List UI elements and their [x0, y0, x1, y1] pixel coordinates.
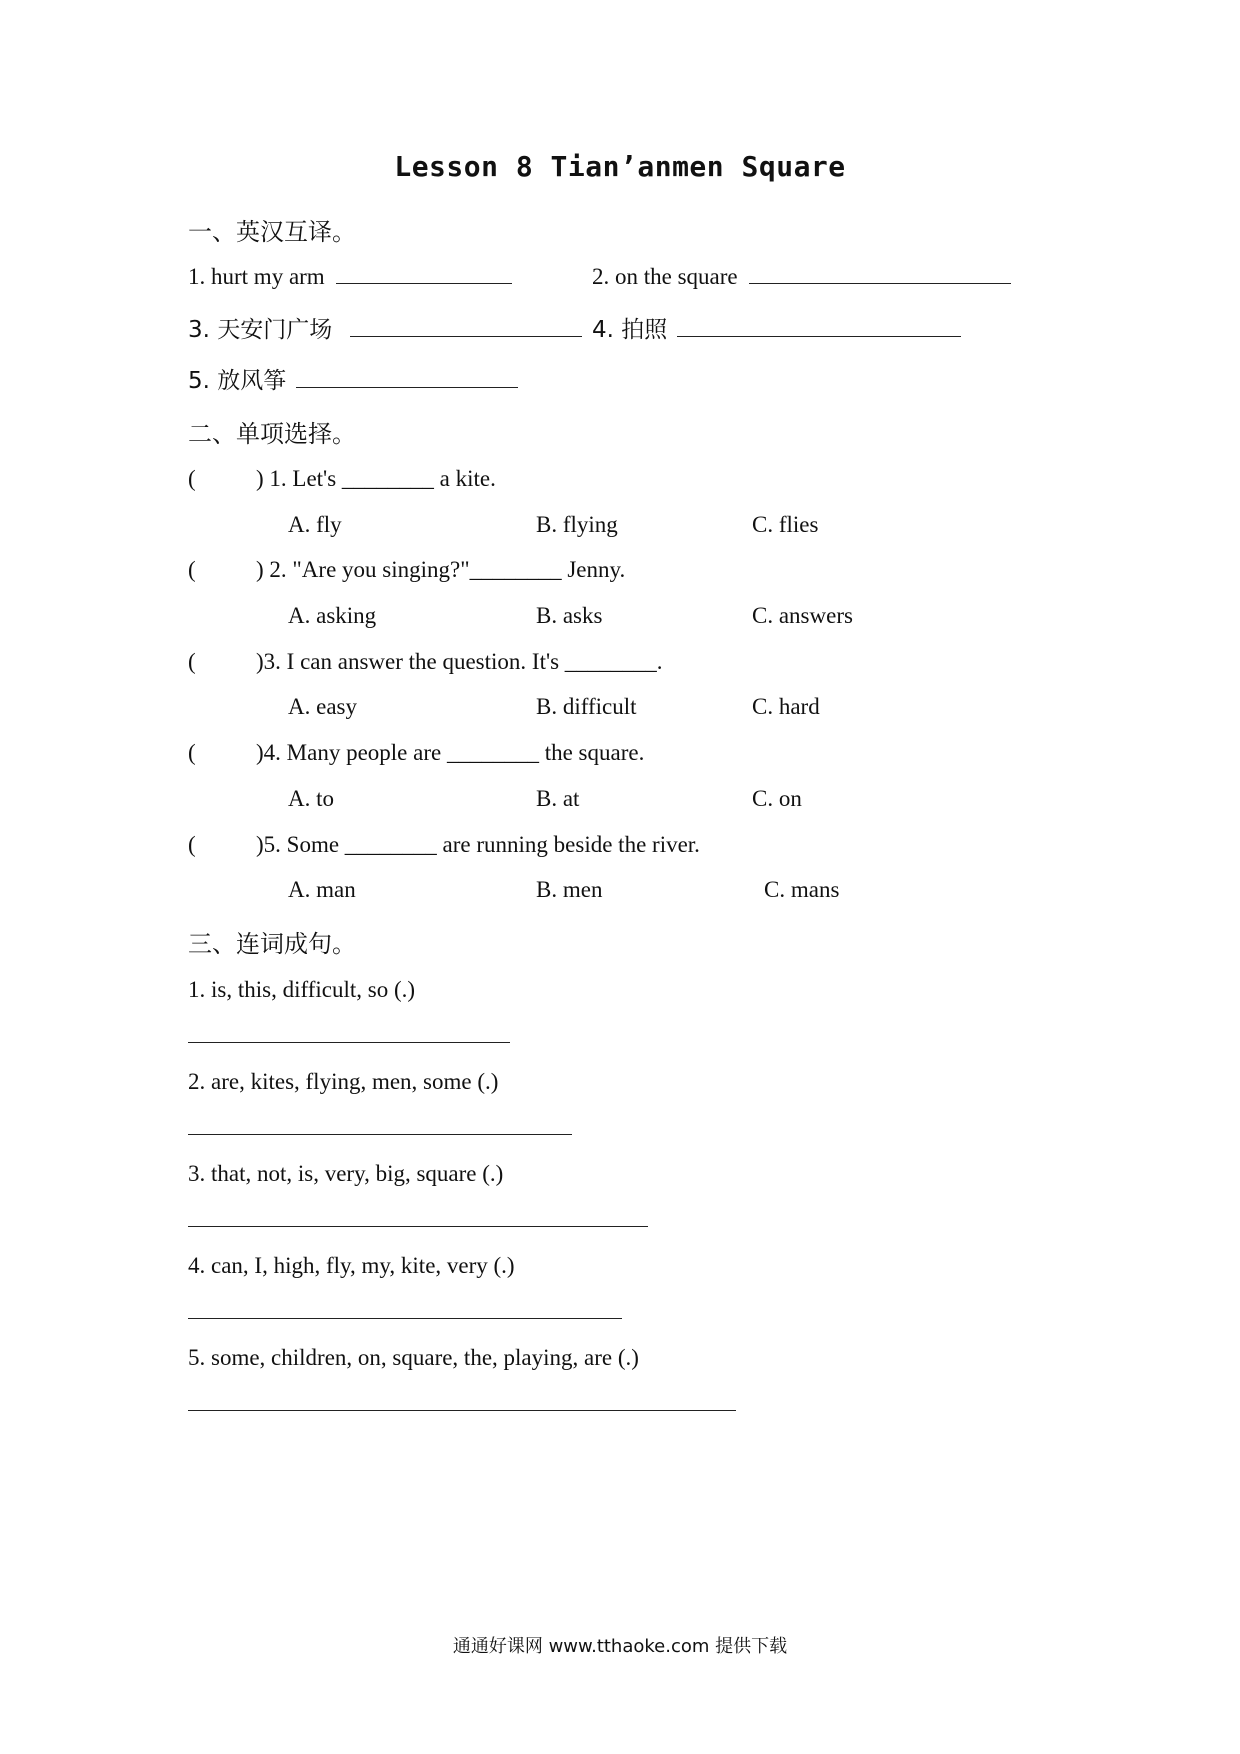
translation-item-5 [188, 362, 518, 395]
question-4-option-b[interactable]: B. at [536, 786, 580, 811]
question-5-option-c[interactable]: C. mans [764, 877, 840, 902]
page-title: Lesson 8 Tian’anmen Square [394, 150, 846, 183]
section-3-heading: 三、连词成句。 [188, 930, 356, 958]
footer-source: 通通好课网 www.tthaoke.com 提供下载 [452, 1636, 788, 1657]
translation-item-2-text: 2. on the square [592, 264, 738, 289]
section-1-heading: 一、英汉互译。 [188, 218, 356, 246]
answer-line[interactable] [188, 1318, 622, 1319]
translation-item-1 [188, 264, 512, 290]
answer-paren[interactable]: ( [188, 740, 196, 765]
question-5-text: )5. Some ________ are running beside the river. [256, 832, 700, 857]
question-4-option-a[interactable]: A. to [288, 786, 334, 811]
question-4-text: )4. Many people are ________ the square. [256, 740, 645, 765]
translation-item-5-text: 5. 放风筝 [188, 368, 287, 394]
answer-line[interactable] [188, 1134, 572, 1135]
question-1-option-c[interactable]: C. flies [752, 512, 819, 537]
question-3-text: )3. I can answer the question. It's ________. [256, 649, 663, 674]
answer-line[interactable] [188, 1226, 648, 1227]
question-3-option-c[interactable]: C. hard [752, 694, 820, 719]
answer-paren[interactable]: ( [188, 557, 196, 582]
question-2-text: ) 2. "Are you singing?"________ Jenny. [256, 557, 626, 582]
reorder-item-3: 3. that, not, is, very, big, square (.) [188, 1161, 504, 1186]
translation-item-2 [592, 264, 1011, 290]
question-3-option-b[interactable]: B. difficult [536, 694, 637, 719]
question-2-option-c[interactable]: C. answers [752, 603, 853, 628]
translation-item-1-text: 1. hurt my arm [188, 264, 325, 289]
answer-paren[interactable]: ( [188, 466, 196, 491]
answer-blank[interactable] [296, 369, 518, 388]
question-5-option-a[interactable]: A. man [288, 877, 356, 902]
answer-paren[interactable]: ( [188, 832, 196, 857]
answer-blank[interactable] [336, 265, 512, 284]
answer-blank[interactable] [350, 318, 582, 337]
translation-item-4-text: 4. 拍照 [592, 317, 668, 343]
translation-item-3 [188, 311, 582, 344]
translation-item-4 [592, 311, 961, 344]
reorder-item-5: 5. some, children, on, square, the, playing, are (.) [188, 1345, 639, 1370]
translation-item-3-text: 3. 天安门广场 [188, 317, 333, 343]
question-2-option-b[interactable]: B. asks [536, 603, 603, 628]
answer-paren[interactable]: ( [188, 649, 196, 674]
answer-line[interactable] [188, 1410, 736, 1411]
question-2-option-a[interactable]: A. asking [288, 603, 377, 628]
answer-blank[interactable] [677, 318, 961, 337]
answer-blank[interactable] [749, 265, 1011, 284]
question-5-option-b[interactable]: B. men [536, 877, 603, 902]
reorder-item-1: 1. is, this, difficult, so (.) [188, 977, 416, 1002]
reorder-item-4: 4. can, I, high, fly, my, kite, very (.) [188, 1253, 515, 1278]
question-1-option-a[interactable]: A. fly [288, 512, 342, 537]
section-2-heading: 二、单项选择。 [188, 420, 356, 448]
question-1-option-b[interactable]: B. flying [536, 512, 618, 537]
question-3-option-a[interactable]: A. easy [288, 694, 357, 719]
reorder-item-2: 2. are, kites, flying, men, some (.) [188, 1069, 499, 1094]
question-4-option-c[interactable]: C. on [752, 786, 802, 811]
question-1-text: ) 1. Let's ________ a kite. [256, 466, 496, 491]
answer-line[interactable] [188, 1042, 510, 1043]
